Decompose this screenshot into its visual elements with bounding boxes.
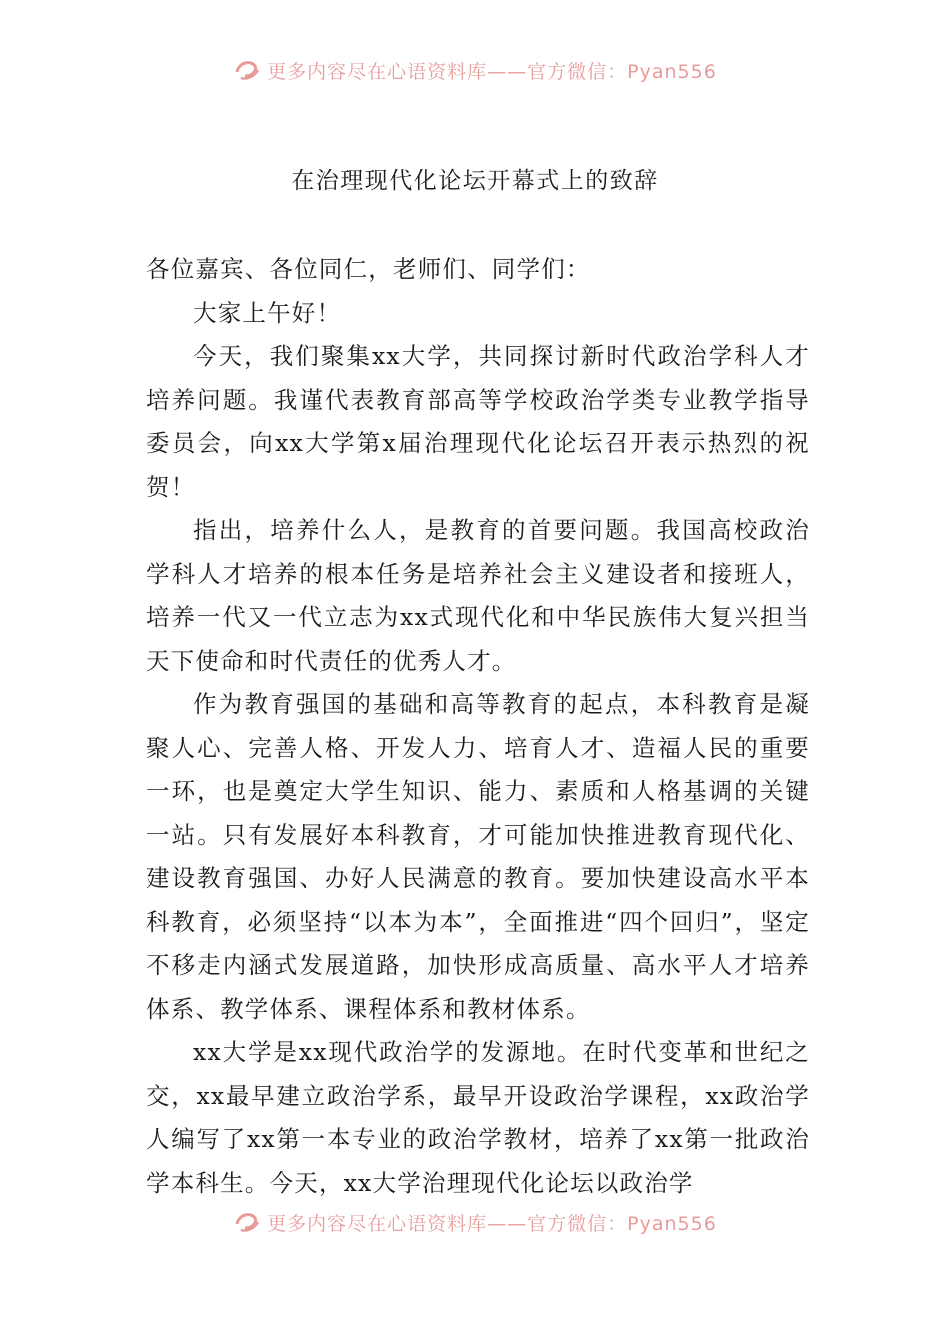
paragraph: xx大学是xx现代政治学的发源地。在时代变革和世纪之交，xx最早建立政治学系，最早开设政治学课程，xx政治学人编写了xx第一本专业的政治学教材，培养了xx第一批政治学本科生。今天，xx大学治理现代化论坛以政治学 xyxy=(146,1038,810,1197)
paragraph: 作为教育强国的基础和高等教育的起点，本科教育是凝聚人心、完善人格、开发人力、培育人才、造福人民的重要一环，也是奠定大学生知识、能力、素质和人格基调的关键一站。只有发展好本科教育，才可能加快推进教育现代化、建设教育强国、办好人民满意的教育。要加快建设高水平本科教育，必须坚持“以本为本”，全面推进“四个回归”，坚定不移走内涵式发展道路，加快形成高质量、高水平人才培养体系、教学体系、课程体系和教材体系。 xyxy=(146,690,810,1023)
watermark-text: 更多内容尽在心语资料库——官方微信：Pyan556 xyxy=(267,60,717,83)
brand-logo-icon xyxy=(233,58,261,82)
watermark-text: 更多内容尽在心语资料库——官方微信：Pyan556 xyxy=(267,1212,717,1235)
paragraph: 指出，培养什么人，是教育的首要问题。我国高校政治学科人才培养的根本任务是培养社会主义建设者和接班人，培养一代又一代立志为xx式现代化和中华民族伟大复兴担当天下使命和时代责任的优秀人才。 xyxy=(146,516,810,675)
paragraph: 今天，我们聚集xx大学，共同探讨新时代政治学科人才培养问题。我谨代表教育部高等学校政治学类专业教学指导委员会，向xx大学第x届治理现代化论坛召开表示热烈的祝贺！ xyxy=(146,342,810,501)
salutation: 各位嘉宾、各位同仁，老师们、同学们： xyxy=(146,255,591,283)
watermark-header xyxy=(0,55,950,85)
brand-logo-icon xyxy=(233,1210,261,1234)
paragraph-greeting: 大家上午好！ xyxy=(193,298,342,327)
watermark-footer xyxy=(0,1207,950,1237)
document-title: 在治理现代化论坛开幕式上的致辞 xyxy=(291,168,659,194)
document-body xyxy=(146,248,810,1205)
